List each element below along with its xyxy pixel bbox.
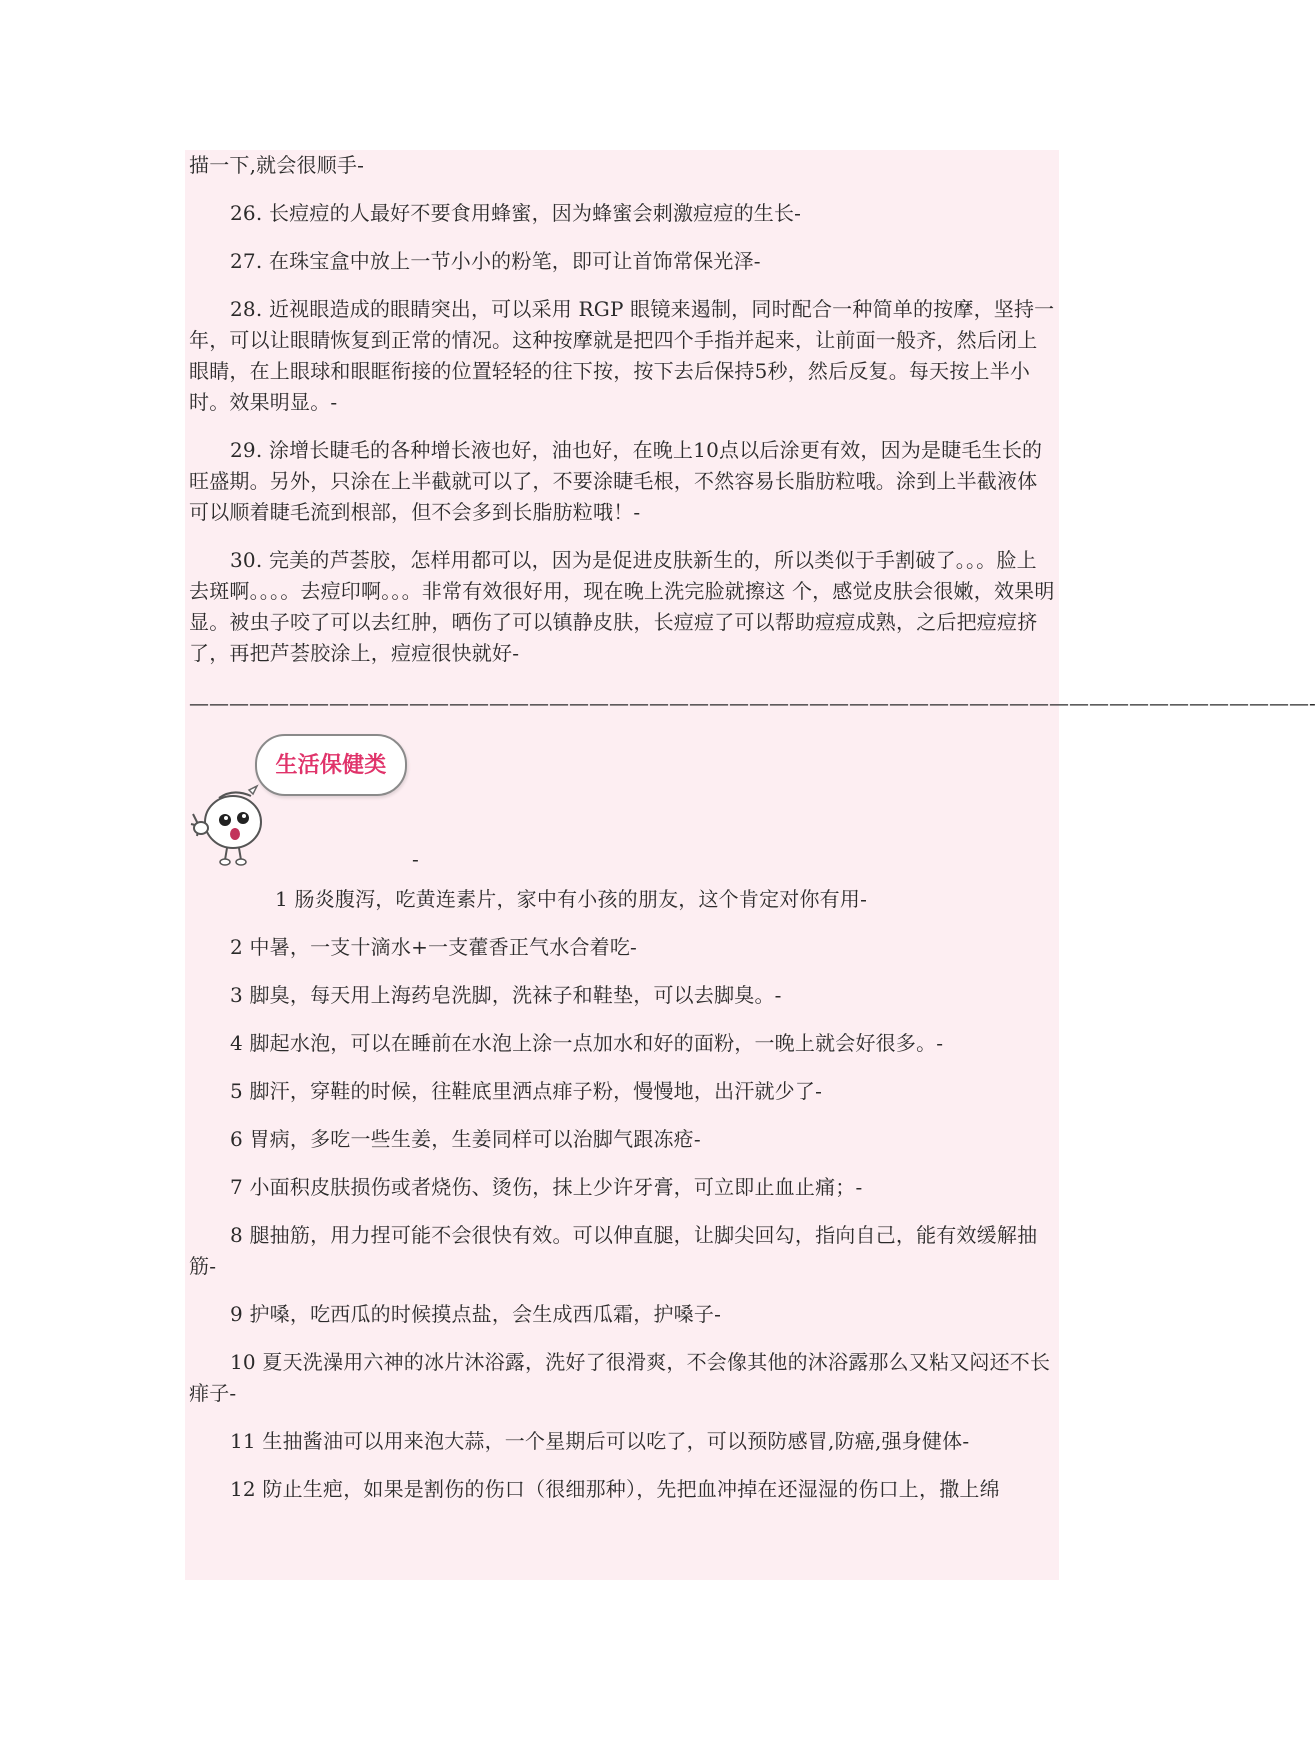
- divider: ————————————————————————————————————————————————————————-: [189, 691, 1316, 715]
- mascot-icon: [189, 784, 269, 869]
- section-badge-label: 生活保健类: [275, 752, 387, 778]
- health-tip-10: 10 夏天洗澡用六神的冰片沐浴露，洗好了很滑爽，不会像其他的沐浴露那么又粘又闷还不长痱子-: [189, 1350, 1051, 1405]
- health-tip-3: 3 脚臭，每天用上海药皂洗脚，洗袜子和鞋垫，可以去脚臭。-: [230, 983, 782, 1007]
- tip-28: 28. 近视眼造成的眼睛突出，可以采用 RGP 眼镜来遏制，同时配合一种简单的按摩，坚持一年，可以让眼睛恢复到正常的情况。这种按摩就是把四个手指并起来，让前面一般齐，然后闭上眼睛，在上眼球和眼眶衔接的位置轻轻的往下按，按下去后保持5秒，然后反复。每天按上半小时。效果明显。-: [189, 297, 1055, 414]
- section-header: [189, 734, 1055, 884]
- health-tip-1: 1 肠炎腹泻，吃黄连素片，家中有小孩的朋友，这个肯定对你有用-: [275, 887, 868, 911]
- health-tip-7: 7 小面积皮肤损伤或者烧伤、烫伤，抹上少许牙膏，可立即止血止痛；-: [230, 1175, 863, 1199]
- health-tip-11: 11 生抽酱油可以用来泡大蒜，一个星期后可以吃了，可以预防感冒,防癌,强身健体-: [230, 1429, 970, 1453]
- tip-27: 27. 在珠宝盒中放上一节小小的粉笔，即可让首饰常保光泽-: [230, 249, 761, 273]
- top-line: 描一下,就会很顺手-: [189, 153, 365, 177]
- health-tip-2: 2 中暑，一支十滴水+一支藿香正气水合着吃-: [230, 935, 637, 959]
- section-tail: -: [412, 847, 419, 871]
- tip-30: 30. 完美的芦荟胶，怎样用都可以，因为是促进皮肤新生的，所以类似于手割破了。。。脸上去斑啊。。。。去痘印啊。。。非常有效很好用，现在晚上洗完脸就擦这 个，感觉皮肤会很嫩，效果明显。被虫子咬了可以去红肿，晒伤了可以镇静皮肤，长痘痘了可以帮助痘痘成熟，之后把痘痘挤了，再把芦荟胶涂上，痘痘很快就好-: [189, 548, 1055, 665]
- tip-26: 26. 长痘痘的人最好不要食用蜂蜜，因为蜂蜜会刺激痘痘的生长-: [230, 201, 802, 225]
- health-tip-8: 8 腿抽筋，用力捏可能不会很快有效。可以伸直腿，让脚尖回勾，指向自己，能有效缓解抽筋-: [189, 1223, 1038, 1278]
- health-tip-12: 12 防止生疤，如果是割伤的伤口（很细那种），先把血冲掉在还湿湿的伤口上，撒上绵: [230, 1477, 1000, 1501]
- tip-29: 29. 涂增长睫毛的各种增长液也好，油也好，在晚上10点以后涂更有效，因为是睫毛生长的旺盛期。另外，只涂在上半截就可以了，不要涂睫毛根，不然容易长脂肪粒哦。涂到上半截液体可以顺着睫毛流到根部，但不会多到长脂肪粒哦！-: [189, 438, 1043, 524]
- health-tip-9: 9 护嗓，吃西瓜的时候摸点盐，会生成西瓜霜，护嗓子-: [230, 1302, 722, 1326]
- section-badge: [255, 734, 407, 796]
- health-tip-6: 6 胃病，多吃一些生姜，生姜同样可以治脚气跟冻疮-: [230, 1127, 701, 1151]
- document-body: [189, 150, 1316, 1505]
- health-tip-4: 4 脚起水泡，可以在睡前在水泡上涂一点加水和好的面粉，一晚上就会好很多。-: [230, 1031, 944, 1055]
- health-tip-5: 5 脚汗，穿鞋的时候，往鞋底里洒点痱子粉，慢慢地，出汗就少了-: [230, 1079, 823, 1103]
